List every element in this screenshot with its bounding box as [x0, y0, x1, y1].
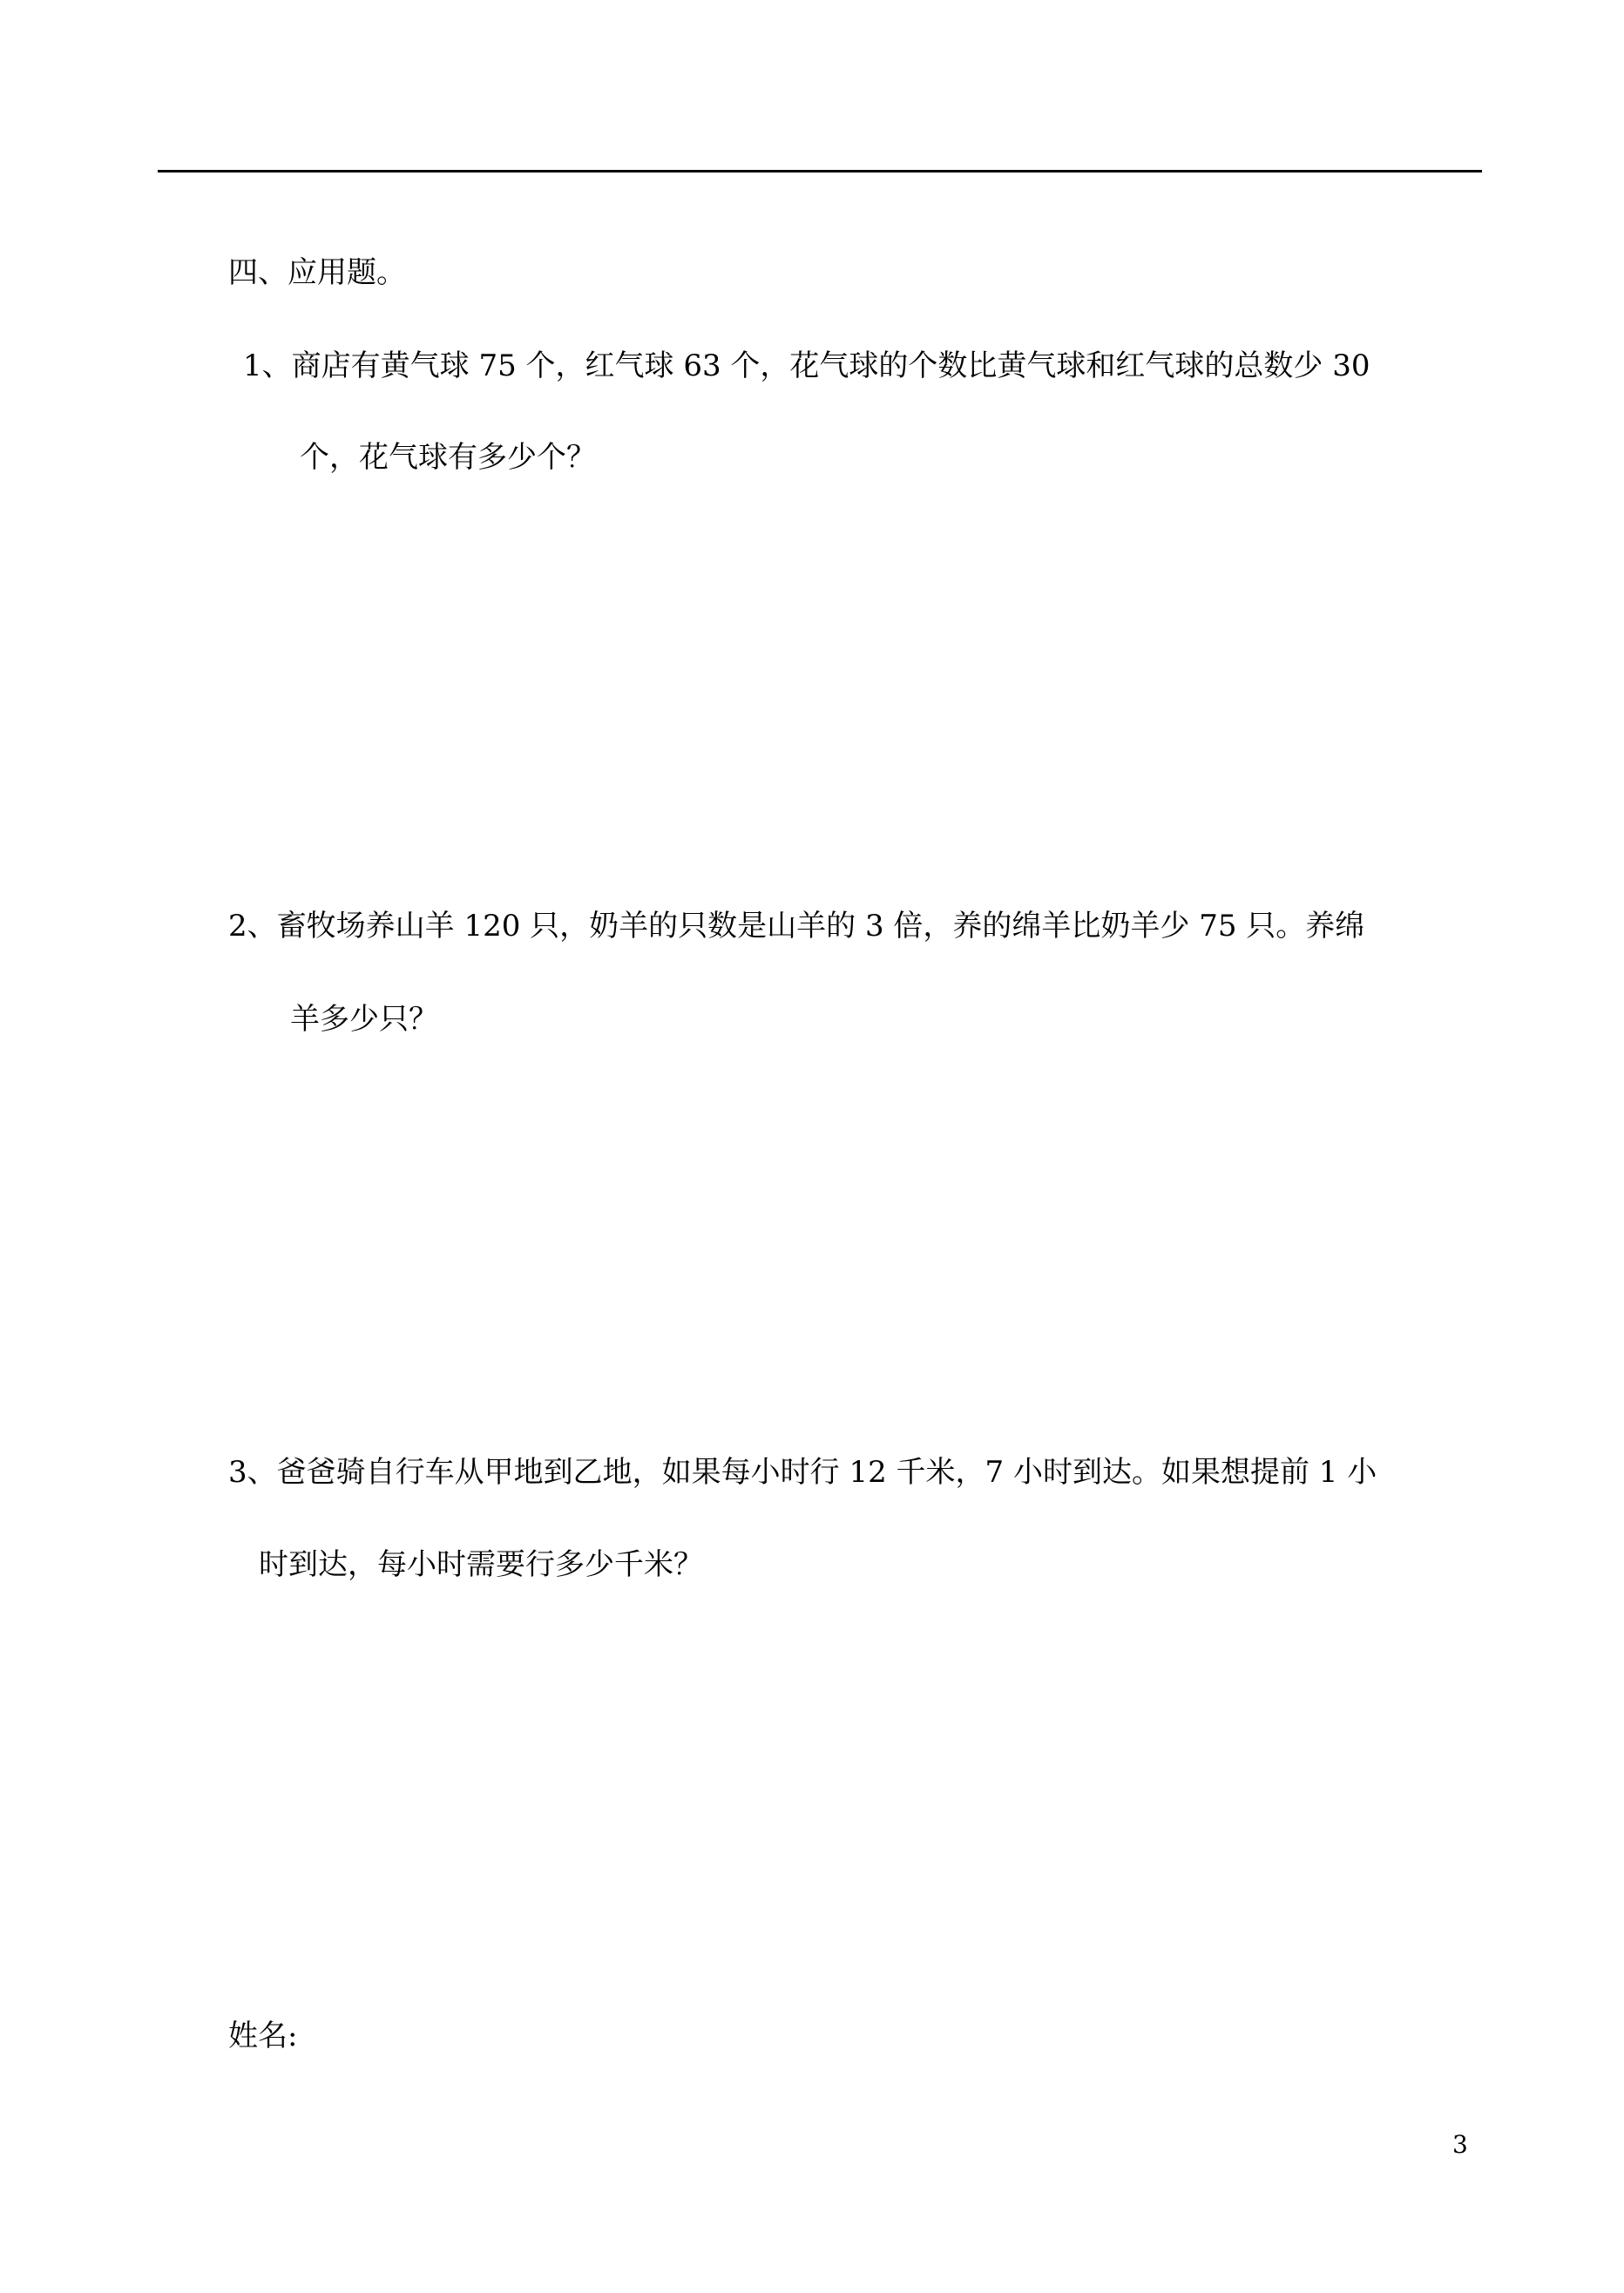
question-1-line-2: 个，花气球有多少个？: [300, 440, 596, 475]
question-1-line-1: 1、商店有黄气球 75 个，红气球 63 个，花气球的个数比黄气球和红气球的总数少 30: [243, 348, 1370, 383]
question-2-line-2: 羊多少只？: [290, 1002, 438, 1037]
header-divider: [158, 170, 1482, 172]
question-3-line-2: 时到达，每小时需要行多少千米？: [259, 1547, 703, 1582]
section-title: 四、应用题。: [228, 255, 406, 290]
name-label: 姓名:: [228, 2019, 298, 2053]
question-3-line-1: 3、爸爸骑自行车从甲地到乙地，如果每小时行 12 千米，7 小时到达。如果想提前 1 小: [228, 1455, 1377, 1490]
question-2-line-1: 2、畜牧场养山羊 120 只，奶羊的只数是山羊的 3 倍，养的绵羊比奶羊少 75 只。养绵: [228, 909, 1365, 944]
page-number: 3: [1452, 2130, 1468, 2159]
